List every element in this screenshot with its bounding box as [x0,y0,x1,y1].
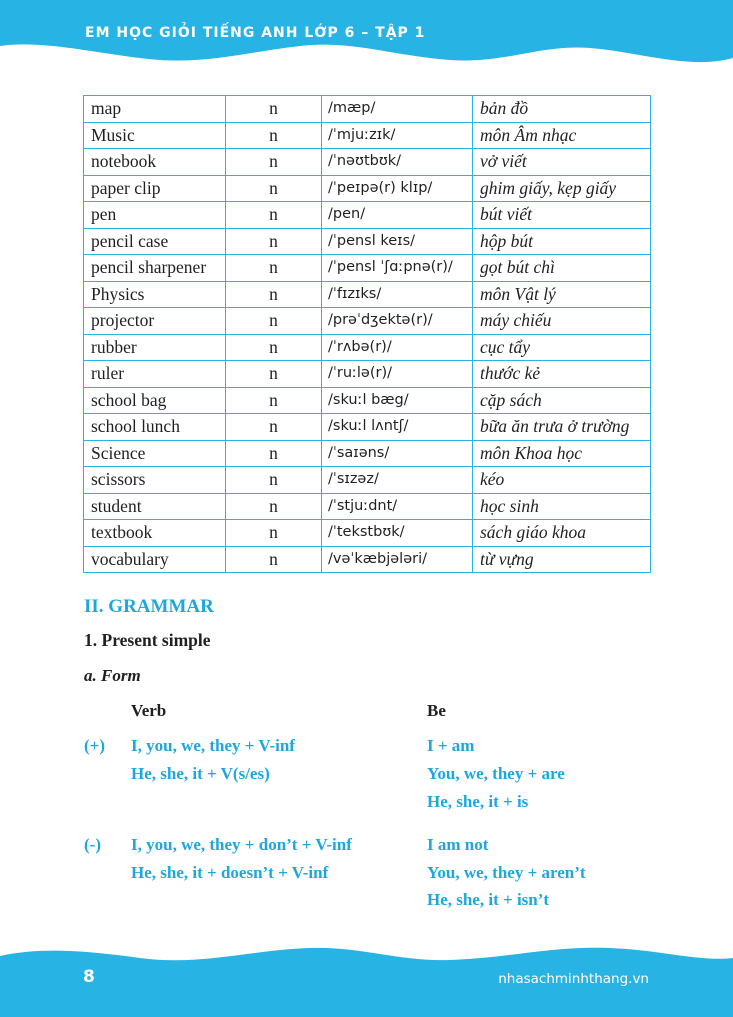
vocab-meaning: môn Khoa học [473,440,651,467]
positive-be-line: You, we, they + are [427,764,565,783]
vocab-type: n [226,361,322,388]
vocab-ipa: /ˈpeɪpə(r) klɪp/ [322,175,473,202]
vocab-word: school bag [84,387,226,414]
vocab-word: scissors [84,467,226,494]
negative-be-line: He, she, it + isn’t [427,890,550,909]
vocab-meaning: bản đồ [473,96,651,123]
positive-verb-line: He, she, it + V(s/es) [131,764,270,783]
vocab-row [84,281,651,308]
vocab-meaning: gọt bút chì [473,255,651,282]
vocab-meaning: môn Âm nhạc [473,122,651,149]
vocab-ipa: /mæp/ [322,96,473,123]
vocab-meaning: ghim giấy, kẹp giấy [473,175,651,202]
vocab-row [84,149,651,176]
vocab-meaning: thước kẻ [473,361,651,388]
vocab-type: n [226,202,322,229]
vocab-type: n [226,175,322,202]
vocab-type: n [226,334,322,361]
vocab-row [84,96,651,123]
page-number: 8 [83,967,95,987]
vocab-meaning: hộp bút [473,228,651,255]
vocab-row [84,122,651,149]
vocab-meaning: sách giáo khoa [473,520,651,547]
vocab-ipa: /ˈpensl ˈʃɑːpnə(r)/ [322,255,473,282]
negative-verb-line: He, she, it + doesn’t + V-inf [131,863,329,882]
vocab-ipa: /ˈmjuːzɪk/ [322,122,473,149]
vocab-ipa: /ˈruːlə(r)/ [322,361,473,388]
vocab-word: rubber [84,334,226,361]
vocab-word: Science [84,440,226,467]
header-title: EM HỌC GIỎI TIẾNG ANH LỚP 6 – TẬP 1 [85,25,426,41]
vocab-row [84,175,651,202]
vocab-row [84,255,651,282]
vocab-row [84,440,651,467]
vocab-type: n [226,308,322,335]
vocab-word: Physics [84,281,226,308]
vocab-row [84,414,651,441]
vocab-ipa: /ˈsɪzəz/ [322,467,473,494]
vocab-ipa: /pen/ [322,202,473,229]
be-column-label: Be [427,701,446,720]
vocab-meaning: cặp sách [473,387,651,414]
vocab-meaning: bút viết [473,202,651,229]
vocab-word: school lunch [84,414,226,441]
vocab-row [84,546,651,573]
vocab-type: n [226,520,322,547]
grammar-heading: II. GRAMMAR [84,596,214,617]
vocab-meaning: máy chiếu [473,308,651,335]
vocab-type: n [226,96,322,123]
vocab-ipa: /ˈstjuːdnt/ [322,493,473,520]
positive-sign: (+) [84,736,106,755]
vocab-row [84,387,651,414]
vocab-word: pencil case [84,228,226,255]
vocab-meaning: kéo [473,467,651,494]
vocab-word: textbook [84,520,226,547]
vocab-word: student [84,493,226,520]
vocab-row [84,228,651,255]
vocab-row [84,202,651,229]
vocab-ipa: /ˈnəʊtbʊk/ [322,149,473,176]
form-heading: a. Form [84,666,141,685]
negative-sign: (-) [84,835,101,854]
vocabulary-table [83,95,651,573]
vocab-word: ruler [84,361,226,388]
vocab-ipa: /skuːl lʌntʃ/ [322,414,473,441]
vocab-meaning: môn Vật lý [473,281,651,308]
vocab-type: n [226,493,322,520]
vocab-type: n [226,414,322,441]
positive-verb-line: I, you, we, they + V-inf [131,736,295,755]
vocab-meaning: vở viết [473,149,651,176]
vocab-type: n [226,467,322,494]
vocab-ipa: /ˈtekstbʊk/ [322,520,473,547]
vocab-ipa: /ˈsaɪəns/ [322,440,473,467]
vocab-meaning: từ vựng [473,546,651,573]
vocab-ipa: /ˈpensl keɪs/ [322,228,473,255]
vocab-word: vocabulary [84,546,226,573]
vocab-word: paper clip [84,175,226,202]
vocab-type: n [226,122,322,149]
vocab-meaning: cục tẩy [473,334,651,361]
vocab-type: n [226,228,322,255]
vocab-row [84,467,651,494]
vocab-ipa: /ˈrʌbə(r)/ [322,334,473,361]
vocab-ipa: /prəˈdʒektə(r)/ [322,308,473,335]
vocab-ipa: /ˈfɪzɪks/ [322,281,473,308]
vocab-word: map [84,96,226,123]
vocab-ipa: /vəˈkæbjələri/ [322,546,473,573]
vocab-word: Music [84,122,226,149]
vocab-row [84,520,651,547]
present-simple-heading: 1. Present simple [84,630,211,650]
vocab-type: n [226,440,322,467]
negative-be-line: You, we, they + aren’t [427,863,586,882]
vocab-row [84,493,651,520]
vocab-meaning: bữa ăn trưa ở trường [473,414,651,441]
website-link[interactable]: nhasachminhthang.vn [498,971,649,987]
vocab-type: n [226,546,322,573]
vocab-word: projector [84,308,226,335]
vocab-type: n [226,149,322,176]
negative-be-line: I am not [427,835,489,854]
positive-be-line: I + am [427,736,475,755]
vocab-row [84,361,651,388]
vocab-type: n [226,387,322,414]
vocab-type: n [226,281,322,308]
vocab-word: pencil sharpener [84,255,226,282]
positive-be-line: He, she, it + is [427,792,529,811]
verb-column-label: Verb [131,701,167,720]
vocab-row [84,308,651,335]
vocab-type: n [226,255,322,282]
vocab-row [84,334,651,361]
negative-verb-line: I, you, we, they + don’t + V-inf [131,835,352,854]
vocab-meaning: học sinh [473,493,651,520]
vocab-word: notebook [84,149,226,176]
vocab-ipa: /skuːl bæg/ [322,387,473,414]
vocab-word: pen [84,202,226,229]
